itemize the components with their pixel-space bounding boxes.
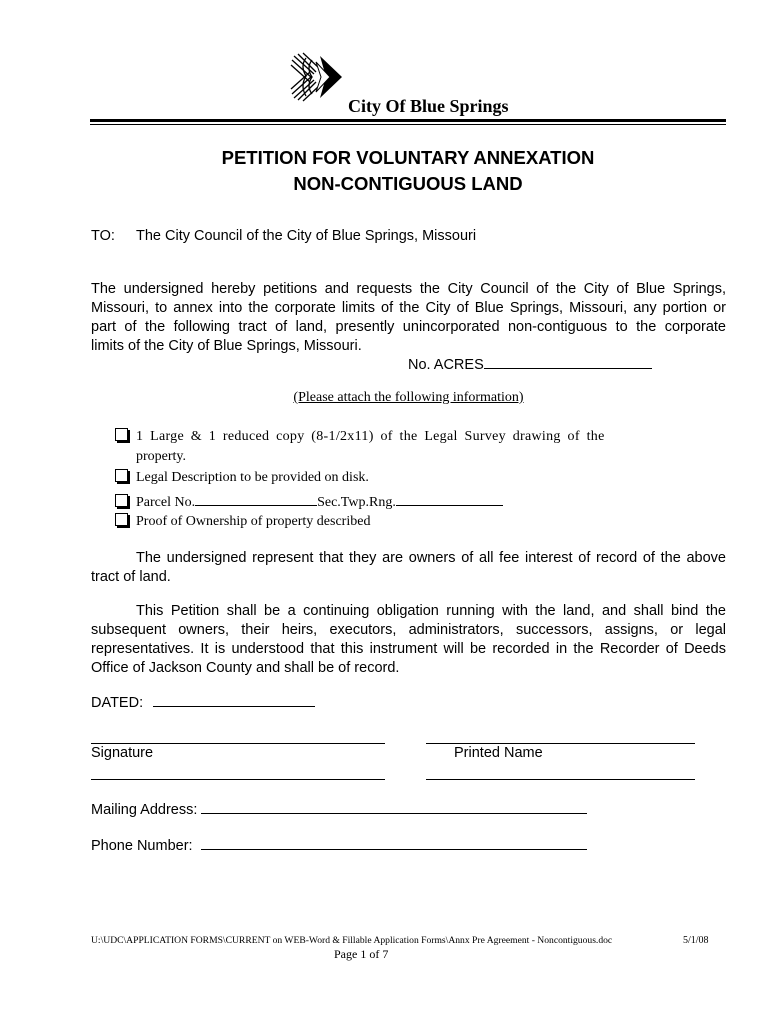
header-rule-bottom [90,124,726,125]
checklist-item-ownership[interactable] [115,513,370,530]
checkbox-ownership[interactable] [115,513,128,526]
signature-line-2[interactable] [91,779,385,780]
checklist-item-label: 1 Large & 1 reduced copy (8-1/2x11) of the Legal Survey drawing of the [136,429,605,444]
dated-label: DATED: [91,695,144,711]
parcel-label: Parcel No. [136,495,196,510]
mailing-address-blank[interactable] [201,799,587,814]
acres-field[interactable] [408,354,652,373]
printed-name-line[interactable] [426,743,695,744]
signature-label: Signature [91,745,154,761]
attach-note: (Please attach the following information) [293,390,524,405]
city-name: City Of Blue Springs [348,96,509,116]
checklist-item-label: Proof of Ownership of property described [136,514,371,529]
mailing-address-label: Mailing Address: [91,802,198,818]
obligation-line: subsequent owners, their heirs, executors, administrators, successors, assigns, or legal [91,622,726,638]
obligation-line: This Petition shall be a continuing obligation running with the land, and shall bind the [136,603,726,619]
checklist-item-parcel[interactable] [115,491,503,511]
request-line: part of the following tract of land, presently unincorporated non-contiguous to the corporate [91,319,726,335]
obligation-line: Office of Jackson County and shall be of record. [91,660,400,676]
header-rule-top [90,119,726,122]
owners-line: tract of land. [91,569,171,585]
checklist-item-survey[interactable] [115,428,605,445]
printed-name-label: Printed Name [454,745,543,761]
obligation-line: representatives. It is understood that this instrument will be recorded in the Recorder of Deeds [91,641,726,657]
phone-number-label: Phone Number: [91,838,193,854]
phone-number-field[interactable] [91,835,587,854]
dated-field[interactable] [91,692,315,711]
request-paragraph [91,280,726,356]
checklist-item-legal[interactable] [115,469,369,486]
obligation-paragraph [91,602,726,678]
owners-line: The undersigned represent that they are owners of all fee interest of record of the above [136,550,726,566]
footer-date: 5/1/08 [683,935,709,946]
checklist-item-label: Legal Description to be provided on disk. [136,470,369,485]
to-addressee: The City Council of the City of Blue Springs, Missouri [136,228,477,244]
document-title [90,145,726,197]
checkbox-parcel[interactable] [115,494,128,507]
acres-blank[interactable] [484,354,652,369]
sec-twp-rng-label: Sec.Twp.Rng. [317,495,396,510]
acres-label: No. ACRES [408,357,484,373]
city-logo-icon [286,48,348,106]
sec-twp-rng-blank[interactable] [396,491,503,506]
checkbox-legal-description[interactable] [115,469,128,482]
mailing-address-field[interactable] [91,799,587,818]
printed-name-line-2[interactable] [426,779,695,780]
title-line-2: NON-CONTIGUOUS LAND [293,173,523,194]
checklist-item-survey-cont: property. [136,449,187,464]
owners-paragraph [91,549,726,587]
checkbox-survey[interactable] [115,428,128,441]
signature-line[interactable] [91,743,385,744]
to-label: TO: [91,228,115,244]
request-line: limits of the City of Blue Springs, Missouri. [91,338,362,354]
dated-blank[interactable] [153,692,315,707]
footer-file-path: U:\UDC\APPLICATION FORMS\CURRENT on WEB-Word & Fillable Application Forms\Annx Pre Agreement - Noncontiguous.doc [91,935,613,946]
request-line: Missouri, to annex into the corporate limits of the City of Blue Springs, Missouri, any portion or [91,300,726,316]
parcel-blank[interactable] [195,491,317,506]
title-line-1: PETITION FOR VOLUNTARY ANNEXATION [221,147,595,168]
page-number: Page 1 of 7 [334,947,389,961]
request-line: The undersigned hereby petitions and requests the City Council of the City of Blue Springs, [91,281,726,297]
phone-number-blank[interactable] [201,835,587,850]
